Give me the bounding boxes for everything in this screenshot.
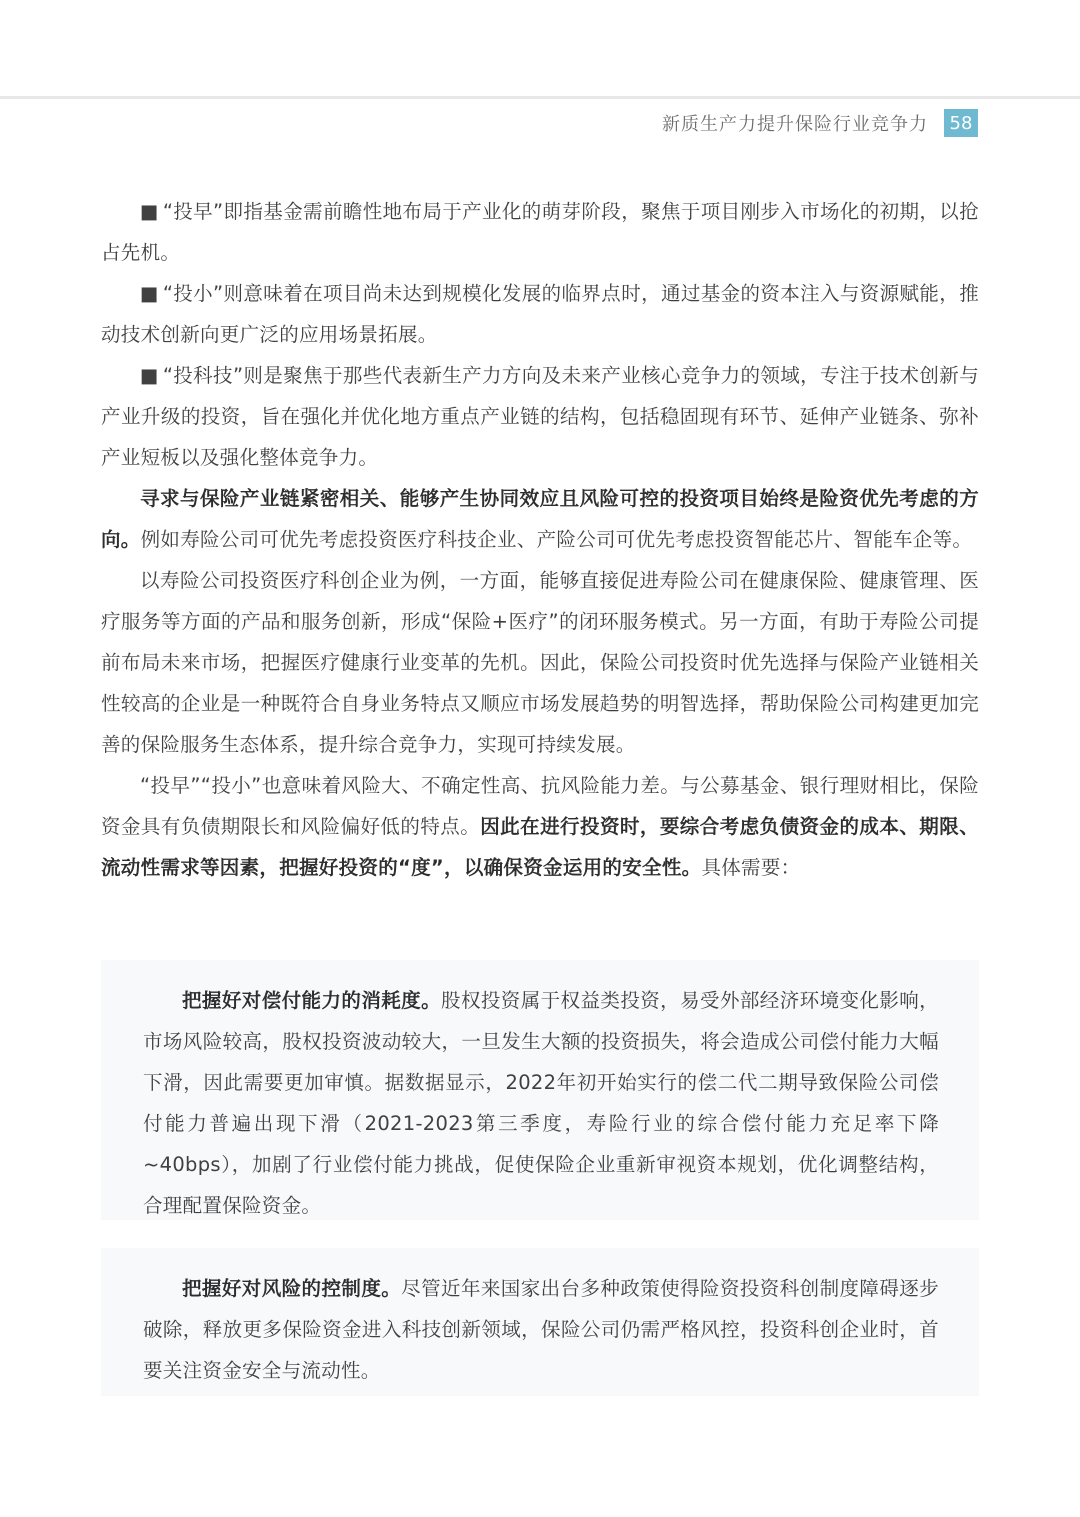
square-bullet-icon: ■ — [140, 364, 159, 387]
callout-body: 尽管近年来国家出台多种政策使得险资投资科创制度障碍逐步破除，释放更多保险资金进入科技创新领域，保险公司仍需严格风控，投资科创企业时，首要关注资金安全与流动性。 — [143, 1277, 939, 1382]
bullet-item — [101, 355, 979, 478]
main-content — [101, 191, 979, 888]
square-bullet-icon: ■ — [140, 200, 159, 223]
paragraph-text: “投早”“投小”也意味着风险大、不确定性高、抗风险能力差。与公募基金、银行理财相比，保险资金具有负债期限长和风险偏好低的特点。 — [101, 774, 979, 838]
callout-bold-lead: 把握好对风险的控制度。 — [182, 1277, 402, 1300]
paragraph-text: 以寿险公司投资医疗科创企业为例，一方面，能够直接促进寿险公司在健康保险、健康管理、医疗服务等方面的产品和服务创新，形成“保险+医疗”的闭环服务模式。另一方面，有助于寿险公司提前布局未来市场，把握医疗健康行业变革的先机。因此，保险公司投资时优先选择与保险产业链相关性较高的企业是一种既符合自身业务特点又顺应市场发展趋势的明智选择，帮助保险公司构建更加完善的保险服务生态体系，提升综合竞争力，实现可持续发展。 — [101, 569, 979, 756]
paragraph-life-insurance-example — [101, 560, 979, 765]
callout-box-solvency — [101, 960, 979, 1220]
paragraph-insurance-chain — [101, 478, 979, 560]
callout-text — [143, 1268, 939, 1391]
page-number-badge: 58 — [944, 109, 978, 137]
callout-bold-lead: 把握好对偿付能力的消耗度。 — [182, 989, 442, 1012]
paragraph-text: 例如寿险公司可优先考虑投资医疗科技企业、产险公司可优先考虑投资智能芯片、智能车企等。 — [140, 528, 973, 551]
bullet-text: “投科技”则是聚焦于那些代表新生产力方向及未来产业核心竞争力的领域，专注于技术创新与产业升级的投资，旨在强化并优化地方重点产业链的结构，包括稳固现有环节、延伸产业链条、弥补产业短板以及强化整体竞争力。 — [101, 364, 979, 469]
bullet-text: “投小”则意味着在项目尚未达到规模化发展的临界点时，通过基金的资本注入与资源赋能，推动技术创新向更广泛的应用场景拓展。 — [101, 282, 979, 346]
paragraph-bold-lead: 寻求与保险产业链紧密相关、能够产生协同效应且风险可控的投资项目始终是险资优先考虑的方向。 — [101, 487, 979, 551]
callout-text — [143, 980, 939, 1226]
bullet-item — [101, 273, 979, 355]
running-header — [662, 108, 978, 138]
paragraph-risk — [101, 765, 979, 888]
bullet-item — [101, 191, 979, 273]
header-divider — [0, 96, 1080, 99]
callout-box-risk-control — [101, 1248, 979, 1396]
bullet-text: “投早”即指基金需前瞻性地布局于产业化的萌芽阶段，聚焦于项目刚步入市场化的初期，以抢占先机。 — [101, 200, 979, 264]
paragraph-bold-emphasis: 因此在进行投资时，要综合考虑负债资金的成本、期限、流动性需求等因素，把握好投资的“度”，以确保资金运用的安全性。 — [101, 815, 979, 879]
running-title: 新质生产力提升保险行业竞争力 — [662, 114, 928, 135]
paragraph-text: 具体需要： — [701, 856, 801, 879]
callout-body: 股权投资属于权益类投资，易受外部经济环境变化影响，市场风险较高，股权投资波动较大，一旦发生大额的投资损失，将会造成公司偿付能力大幅下滑，因此需要更加审慎。据数据显示，2022年初开始实行的偿二代二期导致保险公司偿付能力普遍出现下滑（2021-2023第三季度，寿险行业的综合偿付能力充足率下降~40bps），加剧了行业偿付能力挑战，促使保险企业重新审视资本规划，优化调整结构，合理配置保险资金。 — [143, 989, 939, 1217]
square-bullet-icon: ■ — [140, 282, 159, 305]
